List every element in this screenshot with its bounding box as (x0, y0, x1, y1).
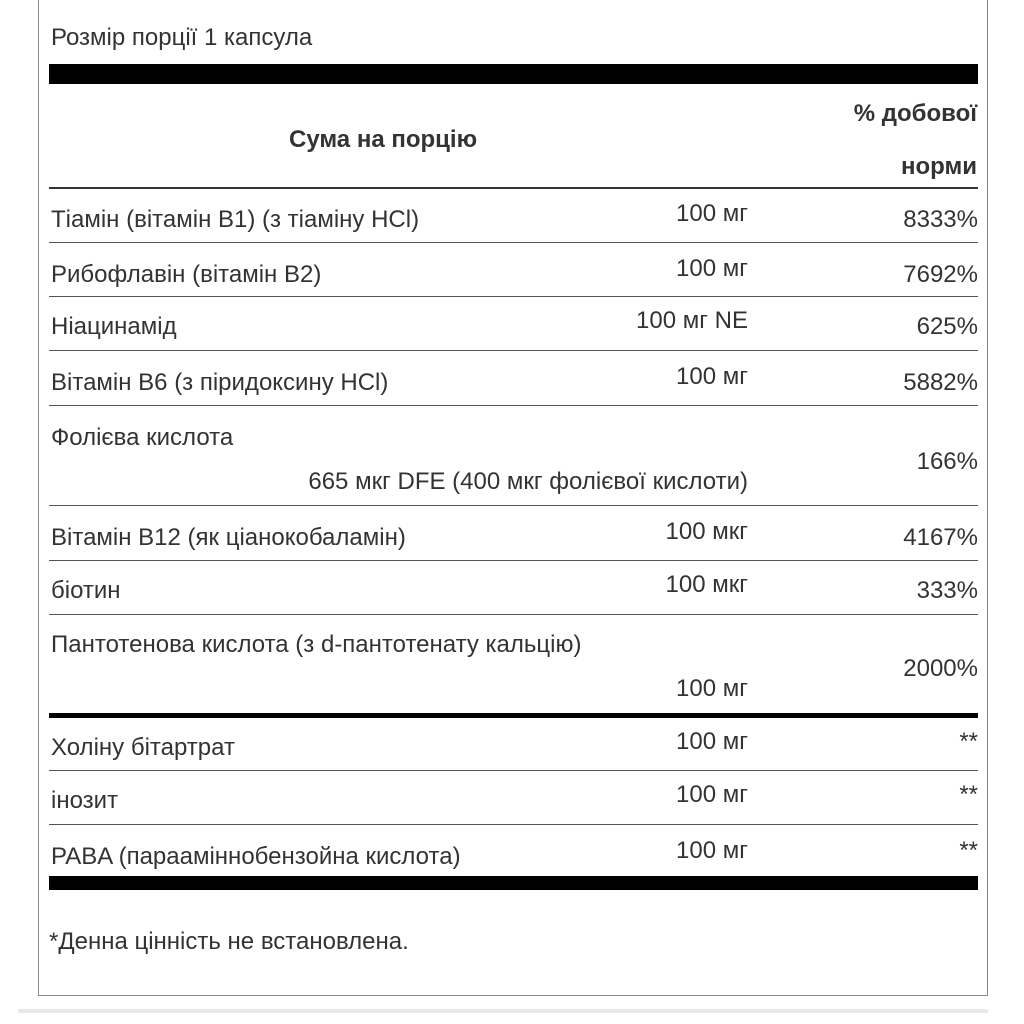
row-name: біотин (51, 577, 121, 604)
supplement-facts-panel (38, 0, 988, 996)
table-row (49, 771, 978, 824)
footnote: *Денна цінність не встановлена. (49, 928, 409, 955)
row-name: Пантотенова кислота (з d-пантотенату кальцію) (51, 631, 582, 658)
row-daily-value: 625% (916, 313, 978, 340)
row-amount: 100 мг (676, 255, 748, 282)
row-amount: 100 мкг (665, 518, 748, 545)
top-thick-divider (49, 64, 978, 84)
table-row (49, 351, 978, 405)
row-name: Ніацинамід (51, 313, 177, 340)
daily-value-header-line1: % добової (853, 100, 977, 127)
table-row (49, 718, 978, 770)
amount-per-serving-header: Сума на порцію (289, 126, 478, 153)
bottom-thick-divider (49, 876, 978, 890)
row-daily-value: 8333% (903, 206, 978, 233)
row-amount: 100 мг (676, 675, 748, 702)
row-amount: 100 мкг (665, 571, 748, 598)
row-name: Тіамін (вітамін B1) (з тіаміну HCl) (51, 206, 420, 233)
table-row (49, 297, 978, 350)
table-row (49, 190, 978, 241)
row-name: Вітамін B6 (з піридоксину HCl) (51, 369, 389, 396)
row-amount: 100 мг (676, 363, 748, 390)
row-amount: 100 мг (676, 200, 748, 227)
row-name: Вітамін B12 (як ціанокобаламін) (51, 524, 406, 551)
row-amount: 100 мг (676, 728, 748, 755)
table-row (49, 506, 978, 560)
row-daily-value: ** (959, 837, 978, 864)
table-row (49, 561, 978, 615)
serving-size: Розмір порції 1 капсула (51, 24, 313, 51)
table-row (49, 243, 978, 295)
row-daily-value: 4167% (903, 524, 978, 551)
table-row (49, 406, 978, 504)
row-daily-value: 166% (916, 448, 978, 475)
row-amount: 100 мг NE (636, 307, 748, 334)
row-name: Холіну бітартрат (51, 734, 235, 761)
row-amount: 665 мкг DFE (400 мкг фолієвої кислоти) (308, 468, 748, 495)
header-divider (49, 187, 978, 189)
daily-value-header-line2: норми (900, 153, 977, 180)
row-daily-value: 2000% (903, 655, 978, 682)
row-name: Рибофлавін (вітамін B2) (51, 261, 322, 288)
row-daily-value: 333% (916, 577, 978, 604)
table-row (49, 825, 978, 877)
row-amount: 100 мг (676, 837, 748, 864)
row-daily-value: ** (959, 728, 978, 755)
bottom-scroll-strip (18, 1009, 988, 1013)
row-amount: 100 мг (676, 781, 748, 808)
row-name: інозит (51, 787, 119, 814)
row-name: Фолієва кислота (51, 424, 234, 451)
table-row (49, 615, 978, 713)
row-name: PABA (парааміннобензойна кислота) (51, 843, 461, 870)
row-daily-value: 5882% (903, 369, 978, 396)
row-daily-value: 7692% (903, 261, 978, 288)
row-daily-value: ** (959, 781, 978, 808)
